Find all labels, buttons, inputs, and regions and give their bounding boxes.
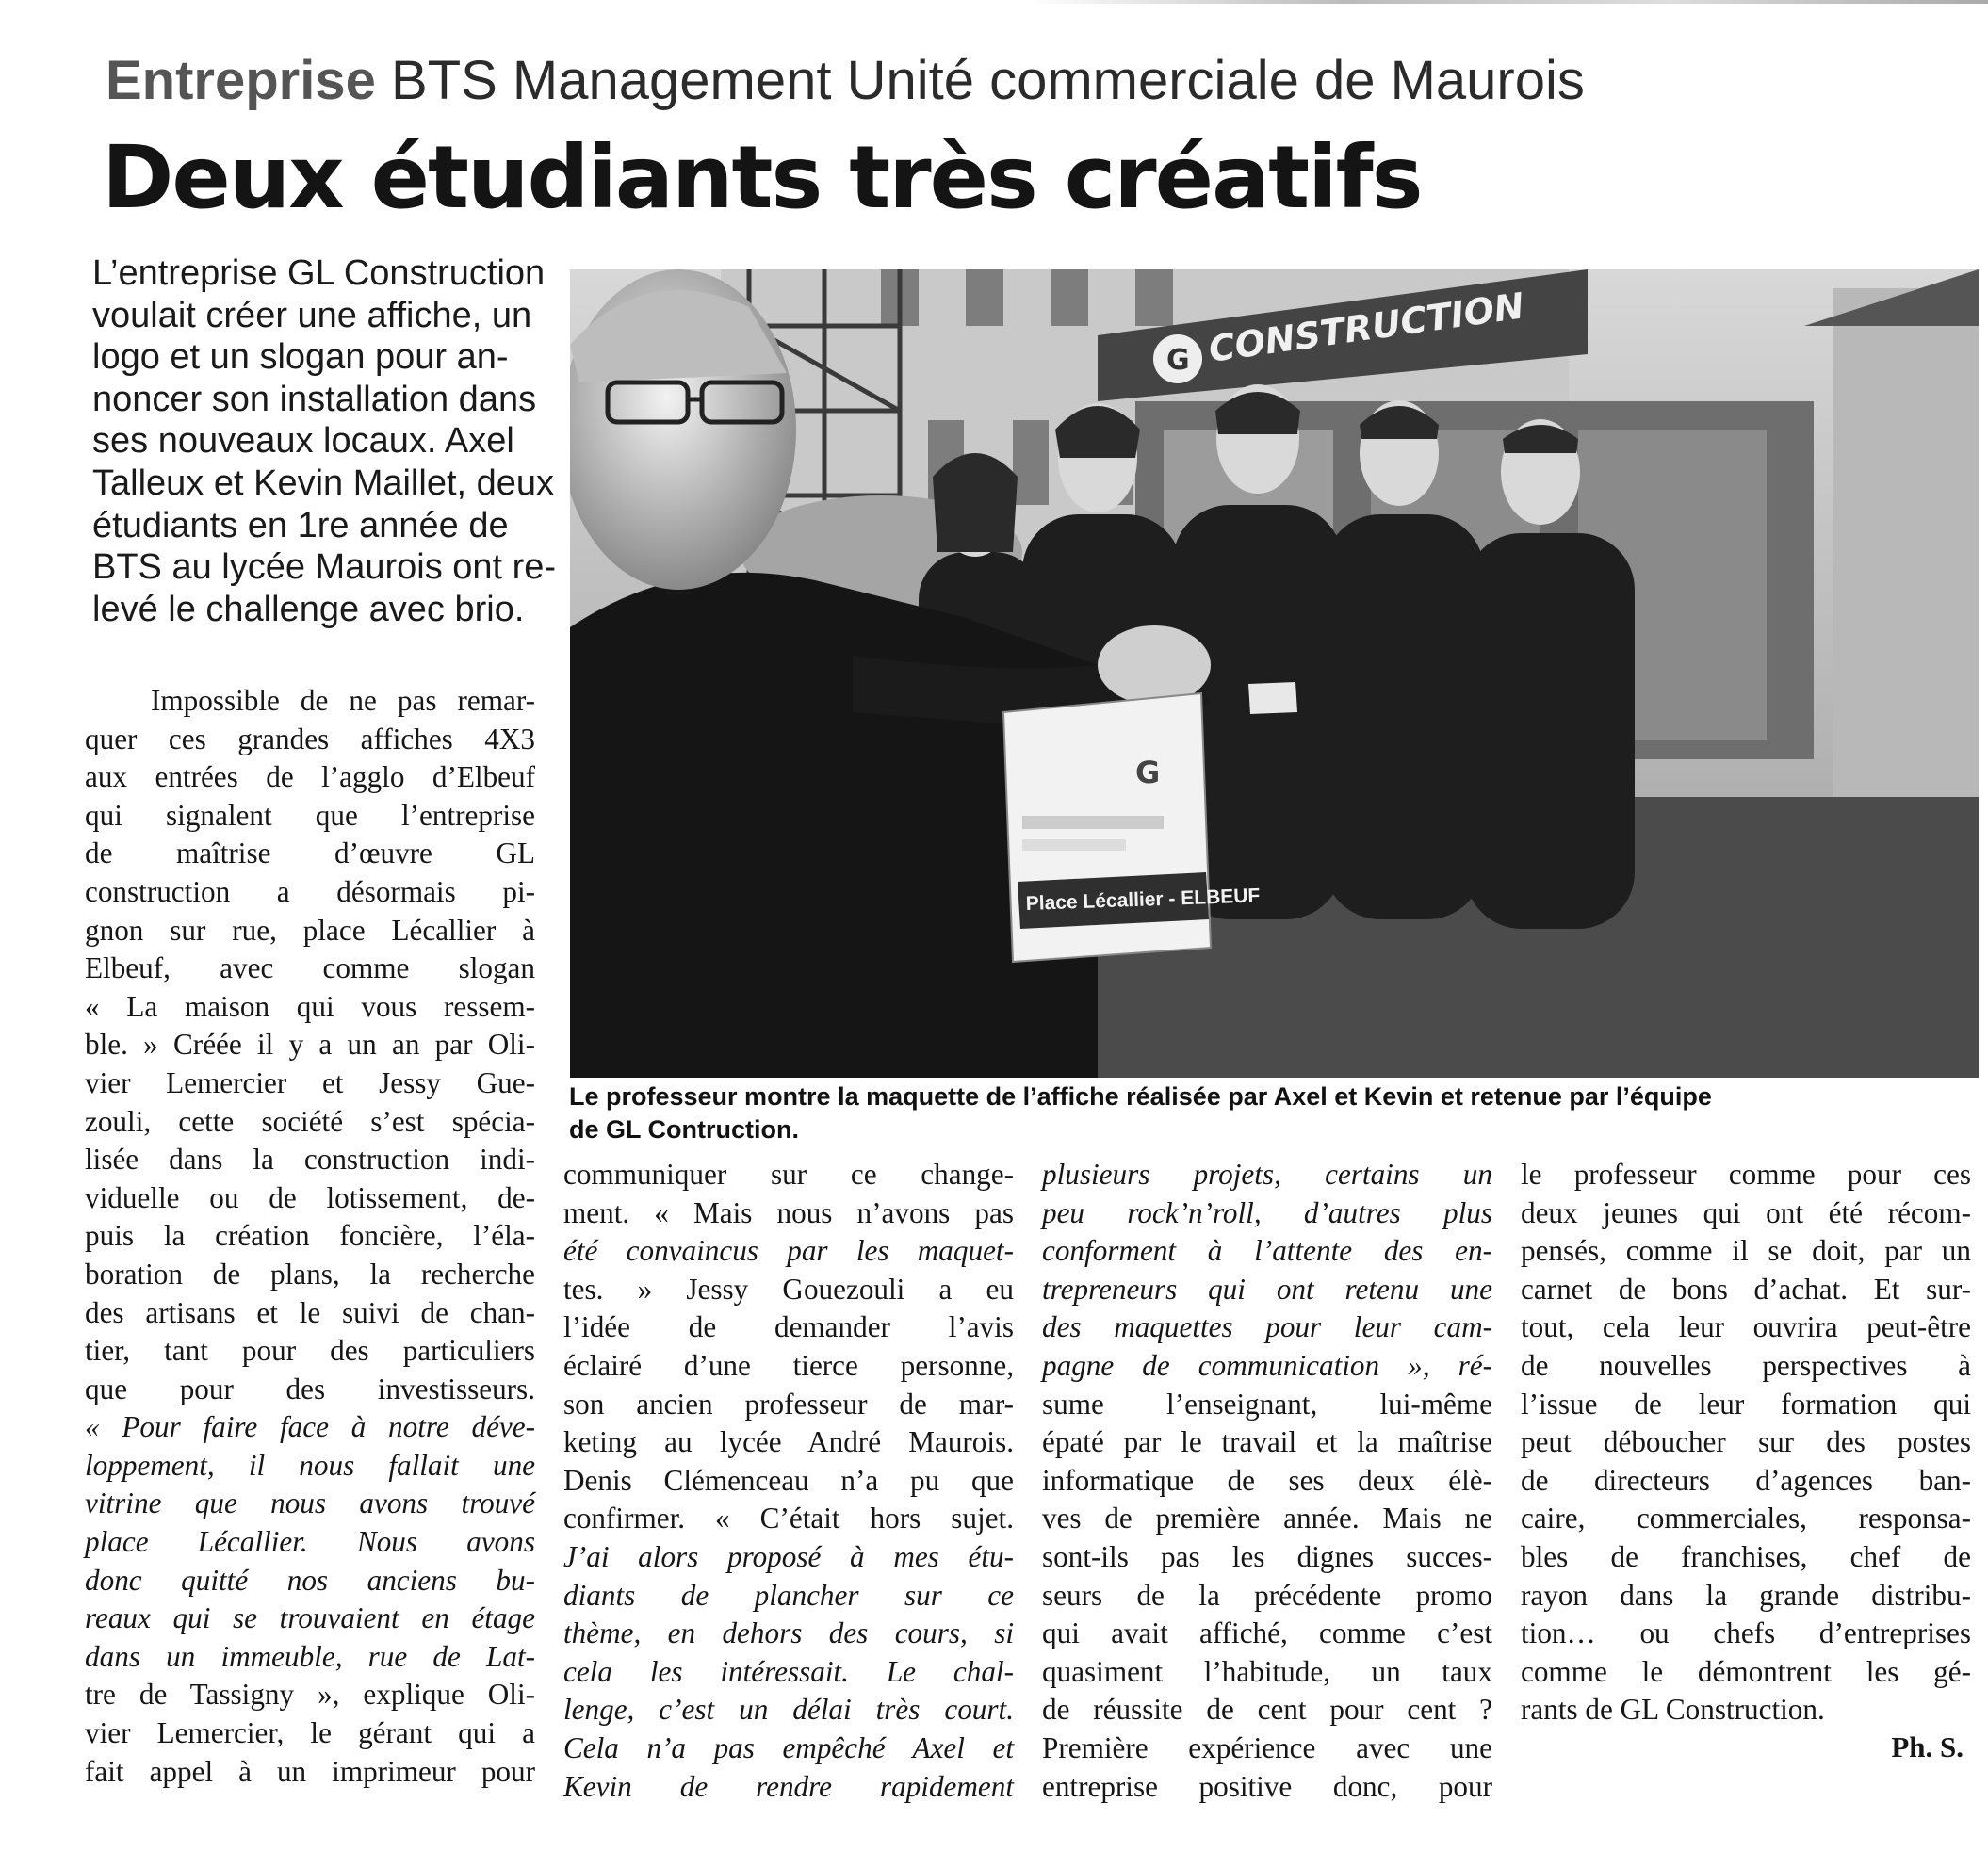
body-line: zouli, cette société s’est spécia- [85, 1104, 535, 1138]
body-line: des artisans et le suivi de chan- [85, 1295, 535, 1329]
body-line: seurs de la précédente promo [1042, 1578, 1492, 1612]
body-line: keting au lycée André Maurois. [563, 1425, 1014, 1459]
body-line: puis la création foncière, l’éla- [85, 1219, 535, 1253]
body-line: qui signalent que l’entreprise [85, 798, 535, 832]
body-line: sont-ils pas les dignes succes- [1042, 1539, 1492, 1573]
body-line: rants de GL Construction. [1521, 1693, 1825, 1727]
body-line: son ancien professeur de mar- [563, 1387, 1014, 1421]
body-line: qui avait affiché, comme c’est [1042, 1616, 1492, 1650]
body-line: sume l’enseignant, lui-même [1042, 1387, 1492, 1421]
body-line: vier Lemercier et Jessy Gue- [85, 1065, 535, 1099]
body-line: viduelle ou de lotissement, de- [85, 1180, 535, 1214]
lead-line: L’entreprise GL Construction [92, 253, 546, 293]
body-line: tre de Tassigny », explique Oli- [85, 1678, 535, 1712]
body-line: quasiment l’habitude, un taux [1042, 1654, 1492, 1688]
section-kicker [106, 49, 1585, 112]
headline: Deux étudiants très créatifs [102, 127, 1422, 228]
caption-line: Le professeur montre la maquette de l’affiche réalisée par Axel et Kevin et retenue par l’équipe [569, 1082, 1712, 1111]
body-line: rayon dans la grande distribu- [1521, 1578, 1971, 1612]
body-line: diants de plancher sur ce [563, 1578, 1014, 1612]
body-line: vier Lemercier, le gérant qui a [85, 1716, 535, 1750]
body-line: tout, cela leur ouvrira peut-être [1521, 1310, 1971, 1344]
body-line: Impossible de ne pas remar- [151, 684, 535, 717]
top-border [1027, 0, 1988, 4]
body-line: donc quitté nos anciens bu- [85, 1563, 535, 1597]
body-line: que pour des investisseurs. [85, 1372, 535, 1405]
poster-footer-text: Place Lécallier - ELBEUF [1025, 885, 1261, 915]
body-line: éclairé d’une tierce personne, [563, 1348, 1014, 1382]
body-line: comme le démontrent les gé- [1521, 1654, 1971, 1688]
kicker-text: BTS Management Unité commerciale de Maurois [391, 50, 1585, 111]
body-line: dans un immeuble, rue de Lat- [85, 1639, 535, 1673]
body-line: Denis Clémenceau n’a pu que [563, 1463, 1014, 1497]
body-line: trepreneurs qui ont retenu une [1042, 1272, 1492, 1306]
body-line: lenge, c’est un délai très court. [563, 1693, 1014, 1727]
body-line: informatique de ses deux élè- [1042, 1463, 1492, 1497]
body-line: ment. « Mais nous n’avons pas [563, 1195, 1014, 1229]
body-line: communiquer sur ce change- [563, 1158, 1014, 1191]
poster-logo-letter: G [1135, 755, 1161, 790]
body-line: tier, tant pour des particuliers [85, 1334, 535, 1368]
body-line: reaux qui se trouvaient en étage [85, 1601, 535, 1635]
lead-line: logo et un slogan pour an- [92, 337, 509, 378]
body-line: plusieurs projets, certains un [1042, 1158, 1492, 1191]
body-line: l’idée de demander l’avis [563, 1310, 1014, 1344]
lead-paragraph [92, 252, 557, 630]
lead-line: BTS au lycée Maurois ont re- [92, 547, 557, 588]
body-line: de nouvelles perspectives à [1521, 1348, 1971, 1382]
lead-line: noncer son installation dans [92, 379, 537, 419]
lead-line: voulait créer une affiche, un [92, 295, 532, 335]
body-line: confirmer. « C’était hors sujet. [563, 1502, 1014, 1535]
body-line: vitrine que nous avons trouvé [85, 1486, 535, 1520]
body-line: « Pour faire face à notre déve- [85, 1410, 535, 1444]
body-line: Kevin de rendre rapidement [563, 1769, 1014, 1803]
body-line: conforment à l’attente des en- [1042, 1234, 1492, 1268]
article-photo [570, 269, 1979, 1078]
body-line: été convaincus par les maquet- [563, 1234, 1014, 1268]
body-line: de directeurs d’agences ban- [1521, 1463, 1971, 1497]
body-line: Elbeuf, avec comme slogan [85, 951, 535, 985]
body-column-1 [85, 682, 535, 1791]
body-line: de maîtrise d’œuvre GL [85, 837, 535, 870]
body-line: fait appel à un imprimeur pour [85, 1754, 535, 1788]
body-line: J’ai alors proposé à mes étu- [563, 1539, 1014, 1573]
body-line: loppement, il nous fallait une [85, 1448, 535, 1482]
body-line: Cela n’a pas empêché Axel et [563, 1730, 1014, 1764]
body-line: Première expérience avec une [1042, 1730, 1492, 1764]
body-line: carnet de bons d’achat. Et sur- [1521, 1272, 1971, 1306]
body-line: le professeur comme pour ces [1521, 1158, 1971, 1191]
body-line: l’issue de leur formation qui [1521, 1387, 1971, 1421]
lead-line: Talleux et Kevin Maillet, deux [92, 463, 555, 503]
photo-caption [569, 1080, 1971, 1146]
body-column-2 [563, 1156, 1014, 1806]
body-line: deux jeunes qui ont été récom- [1521, 1195, 1971, 1229]
body-line: gnon sur rue, place Lécallier à [85, 913, 535, 947]
author-signature: Ph. S. [1891, 1730, 1964, 1763]
body-line: cela les intéressait. Le chal- [563, 1654, 1014, 1688]
body-line: peu rock’n’roll, d’autres plus [1042, 1195, 1492, 1229]
lead-line: ses nouveaux locaux. Axel [92, 421, 514, 462]
body-line: caire, commerciales, responsa- [1521, 1502, 1971, 1535]
photo-illustration [570, 269, 1979, 1078]
sign-logo-letter: G [1166, 344, 1190, 377]
body-line: thème, en dehors des cours, si [563, 1616, 1014, 1650]
body-line: épaté par le travail et la maîtrise [1042, 1425, 1492, 1459]
body-line: pagne de communication », ré- [1042, 1348, 1492, 1382]
kicker-bold: Entreprise [106, 50, 376, 111]
body-line: de réussite de cent pour cent ? [1042, 1693, 1492, 1727]
body-column-3 [1042, 1156, 1492, 1806]
body-line: construction a désormais pi- [85, 874, 535, 908]
body-line: pensés, comme il se doit, par un [1521, 1234, 1971, 1268]
lead-line: étudiants en 1re année de [92, 505, 509, 545]
caption-line: de GL Contruction. [569, 1115, 799, 1144]
body-line: boration de plans, la recherche [85, 1257, 535, 1291]
body-line: bles de franchises, chef de [1521, 1539, 1971, 1573]
body-line: entreprise positive donc, pour [1042, 1769, 1492, 1803]
body-column-4 [1521, 1156, 1971, 1730]
lead-line: levé le challenge avec brio. [92, 589, 525, 629]
body-line: ves de première année. Mais ne [1042, 1502, 1492, 1535]
body-line: des maquettes pour leur cam- [1042, 1310, 1492, 1344]
body-line: ble. » Créée il y a un an par Oli- [85, 1028, 535, 1062]
body-line: lisée dans la construction indi- [85, 1143, 535, 1177]
body-line: place Lécallier. Nous avons [85, 1525, 535, 1559]
body-line: tion… ou chefs d’entreprises [1521, 1616, 1971, 1650]
body-line: aux entrées de l’agglo d’Elbeuf [85, 760, 535, 794]
shop-sign-text: CONSTRUCTION [1206, 284, 1527, 370]
body-line: « La maison qui vous ressem- [85, 989, 535, 1023]
body-line: quer ces grandes affiches 4X3 [85, 722, 535, 755]
body-line: tes. » Jessy Gouezouli a eu [563, 1272, 1014, 1306]
body-line: peut déboucher sur des postes [1521, 1425, 1971, 1459]
